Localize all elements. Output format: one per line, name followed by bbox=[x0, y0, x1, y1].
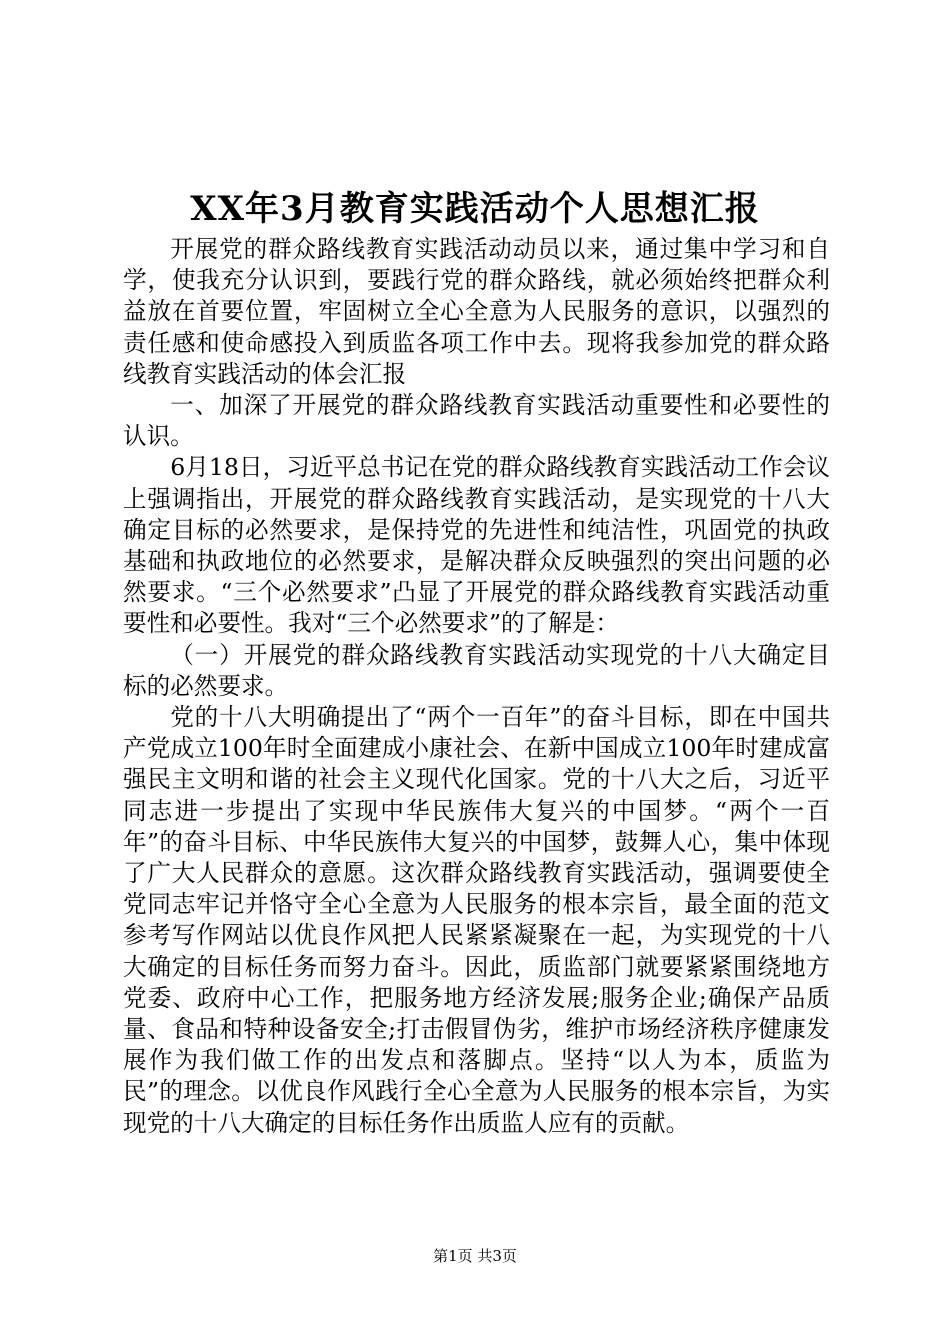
document-body bbox=[123, 234, 830, 1139]
paragraph-subheading-1: （一）开展党的群众路线教育实践活动实现党的十八大确定目标的必然要求。 bbox=[123, 640, 830, 700]
paragraph-intro: 开展党的群众路线教育实践活动动员以来，通过集中学习和自学，使我充分认识到，要践行党的群众路线，就必须始终把群众利益放在首要位置，牢固树立全心全意为人民服务的意识，以强烈的责任感和使命感投入到质监各项工作中去。现将我参加党的群众路线教育实践活动的体会汇报 bbox=[123, 235, 830, 388]
paragraph-june-18: 6月18日，习近平总书记在党的群众路线教育实践活动工作会议上强调指出，开展党的群众路线教育实践活动，是实现党的十八大确定目标的必然要求，是保持党的先进性和纯洁性，巩固党的执政基础和执政地位的必然要求，是解决群众反映强烈的突出问题的必然要求。“三个必然要求”凸显了开展党的群众路线教育实践活动重要性和必要性。我对“三个必然要求”的了解是： bbox=[123, 453, 830, 638]
document-title: XX年3月教育实践活动个人思想汇报 bbox=[190, 189, 760, 229]
page-number-footer: 第1页 共3页 bbox=[433, 1247, 517, 1265]
paragraph-heading-1: 一、加深了开展党的群众路线教育实践活动重要性和必要性的认识。 bbox=[123, 391, 830, 451]
paragraph-two-centenary-goals: 党的十八大明确提出了“两个一百年”的奋斗目标，即在中国共产党成立100年时全面建成小康社会、在新中国成立100年时建成富强民主文明和谐的社会主义现代化国家。党的十八大之后，习近平同志进一步提出了实现中华民族伟大复兴的中国梦。“两个一百年”的奋斗目标、中华民族伟大复兴的中国梦，鼓舞人心，集中体现了广大人民群众的意愿。这次群众路线教育实践活动，强调要使全党同志牢记并恪守全心全意为人民服务的根本宗旨，最全面的范文参考写作网站以优良作风把人民紧紧凝聚在一起，为实现党的十八大确定的目标任务而努力奋斗。因此，质监部门就要紧紧围绕地方党委、政府中心工作，把服务地方经济发展;服务企业;确保产品质量、食品和特种设备安全;打击假冒伪劣，维护市场经济秩序健康发展作为我们做工作的出发点和落脚点。坚持“以人为本，质监为民”的理念。以优良作风践行全心全意为人民服务的根本宗旨，为实现党的十八大确定的目标任务作出质监人应有的贡献。 bbox=[123, 703, 830, 1137]
